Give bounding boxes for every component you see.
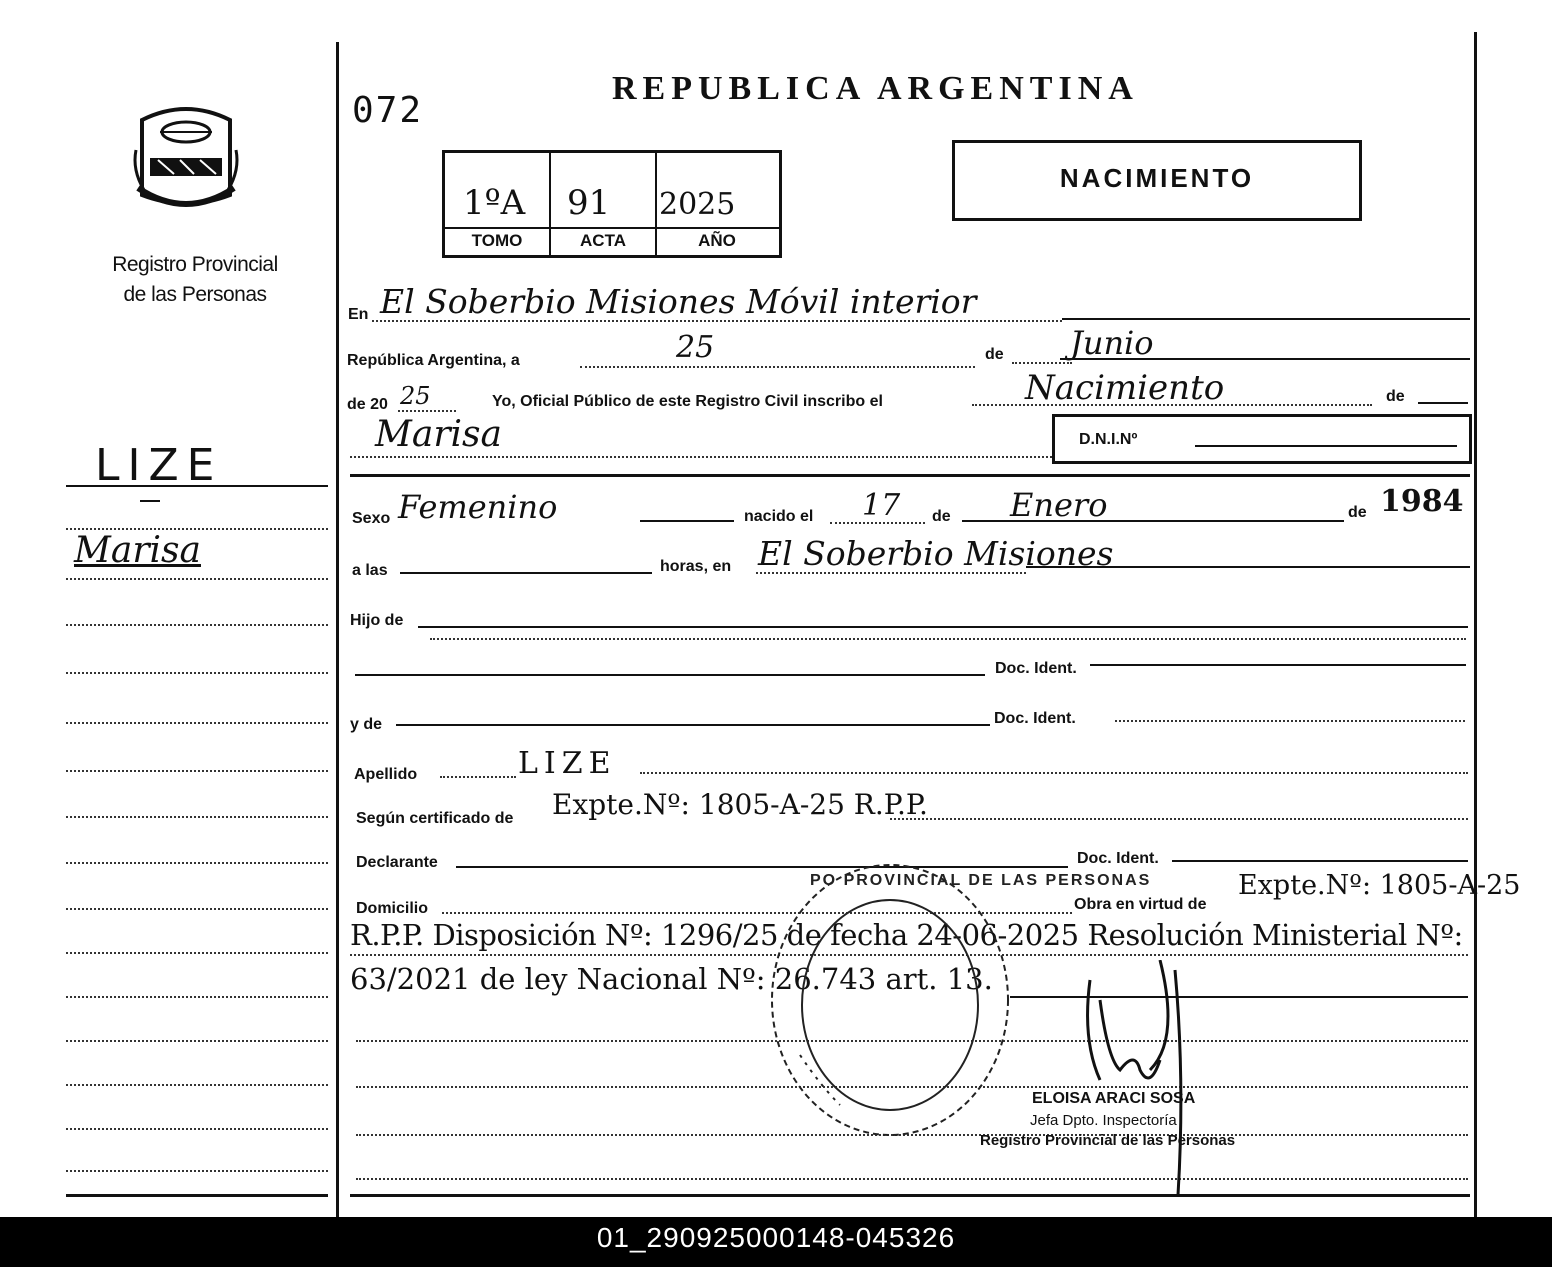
record-type-box <box>952 140 1362 221</box>
dni-box <box>1052 414 1472 464</box>
margin-surname: LIZE <box>95 440 223 491</box>
inscribe-value: Nacimiento <box>1025 368 1225 408</box>
dni-label: D.N.I.Nº <box>1079 431 1138 448</box>
de-20-label: de 20 <box>347 396 388 413</box>
margin-line <box>66 722 328 724</box>
tomo-value: 1ºA <box>463 183 526 223</box>
birth-de-label: de <box>932 508 951 525</box>
margin-line <box>66 1170 328 1172</box>
doc-ident2-label: Doc. Ident. <box>994 710 1076 727</box>
margin-line <box>66 816 328 818</box>
hijo-label: Hijo de <box>350 612 404 629</box>
margin-line <box>66 952 328 954</box>
margin-line <box>66 1084 328 1086</box>
birth-de2-label: de <box>1348 504 1367 521</box>
signer-name: ELOISA ARACI SOSA <box>1032 1090 1196 1107</box>
registry-name: Registro Provincial de las Personas <box>112 253 278 306</box>
reference-box <box>442 150 782 258</box>
nacido-label: nacido el <box>744 508 814 525</box>
registry-seal-logo <box>130 100 242 225</box>
doc-ident-label: Doc. Ident. <box>995 660 1077 677</box>
apellido-value: LIZE <box>518 746 617 781</box>
stamp-text: PO PROVINCIAL DE LAS PERSONAS <box>810 872 1152 889</box>
signer-org: Registro Provincial de las Personas <box>980 1132 1236 1149</box>
signature-mark <box>1080 960 1200 1200</box>
margin-given-name: Marisa <box>74 530 201 571</box>
notes-line-1: R.P.P. Disposición Nº: 1296/25 de fecha 24-06-2025 Resolución Ministerial Nº: <box>350 918 1463 952</box>
republica-label: República Argentina, a <box>347 352 520 369</box>
year-suffix: 25 <box>400 382 431 410</box>
margin-line <box>66 770 328 772</box>
margin-line <box>66 672 328 674</box>
acta-label: ACTA <box>580 231 626 250</box>
day-value: 25 <box>676 330 715 365</box>
month-value: Junio <box>1070 324 1154 362</box>
sexo-label: Sexo <box>352 510 391 527</box>
segun-label: Según certificado de <box>356 810 514 827</box>
birth-day: 17 <box>862 488 901 523</box>
margin-line <box>66 908 328 910</box>
document-code: 01_290925000148-045326 <box>0 1217 1552 1267</box>
birth-place: El Soberbio Misiones <box>758 534 1114 573</box>
obra-label: Obra en virtud de <box>1074 896 1207 913</box>
notes-line-2: 63/2021 de ley Nacional Nº: 26.743 art. 13. <box>350 962 993 996</box>
country-title: REPUBLICA ARGENTINA <box>612 70 1139 107</box>
yo-label: Yo, Oficial Público de este Registro Civil inscribo el <box>492 393 883 410</box>
ano-label: AÑO <box>698 231 736 250</box>
person-name: Marisa <box>375 414 502 455</box>
margin-line <box>66 1128 328 1130</box>
alas-label: a las <box>352 562 388 579</box>
margin-rule <box>66 485 328 487</box>
left-column-divider <box>336 42 339 1217</box>
record-type: NACIMIENTO <box>1059 163 1255 193</box>
margin-line <box>66 624 328 626</box>
ano-value: 2025 <box>659 187 736 222</box>
domicilio-label: Domicilio <box>356 900 429 917</box>
margin-line <box>66 1040 328 1042</box>
margin-bottom-rule <box>66 1194 328 1197</box>
margin-line <box>66 996 328 998</box>
horas-label: horas, en <box>660 558 732 575</box>
en-label: En <box>348 306 369 323</box>
right-page-border <box>1474 32 1477 1217</box>
birth-year: 1984 <box>1380 484 1464 519</box>
margin-line <box>66 578 328 580</box>
de-label: de <box>985 346 1004 363</box>
margin-line <box>66 862 328 864</box>
acta-value: 91 <box>567 183 611 223</box>
official-stamp <box>760 855 1020 1155</box>
obra-value: Expte.Nº: 1805-A-25 <box>1238 870 1521 901</box>
signer-title: Jefa Dpto. Inspectoría <box>1030 1112 1177 1129</box>
apellido-label: Apellido <box>354 766 418 783</box>
sexo-value: Femenino <box>398 488 558 526</box>
declarante-label: Declarante <box>356 854 438 871</box>
tomo-label: TOMO <box>471 231 523 250</box>
margin-dash <box>140 500 160 502</box>
segun-value: Expte.Nº: 1805-A-25 R.P.P. <box>552 788 928 821</box>
doc-ident3-label: Doc. Ident. <box>1077 850 1159 867</box>
birth-month: Enero <box>1010 486 1108 524</box>
en-value: El Soberbio Misiones Móvil interior <box>380 282 977 321</box>
acta-number: 072 <box>352 90 424 131</box>
yde-label: y de <box>350 716 383 733</box>
de-end-label: de <box>1386 388 1405 405</box>
